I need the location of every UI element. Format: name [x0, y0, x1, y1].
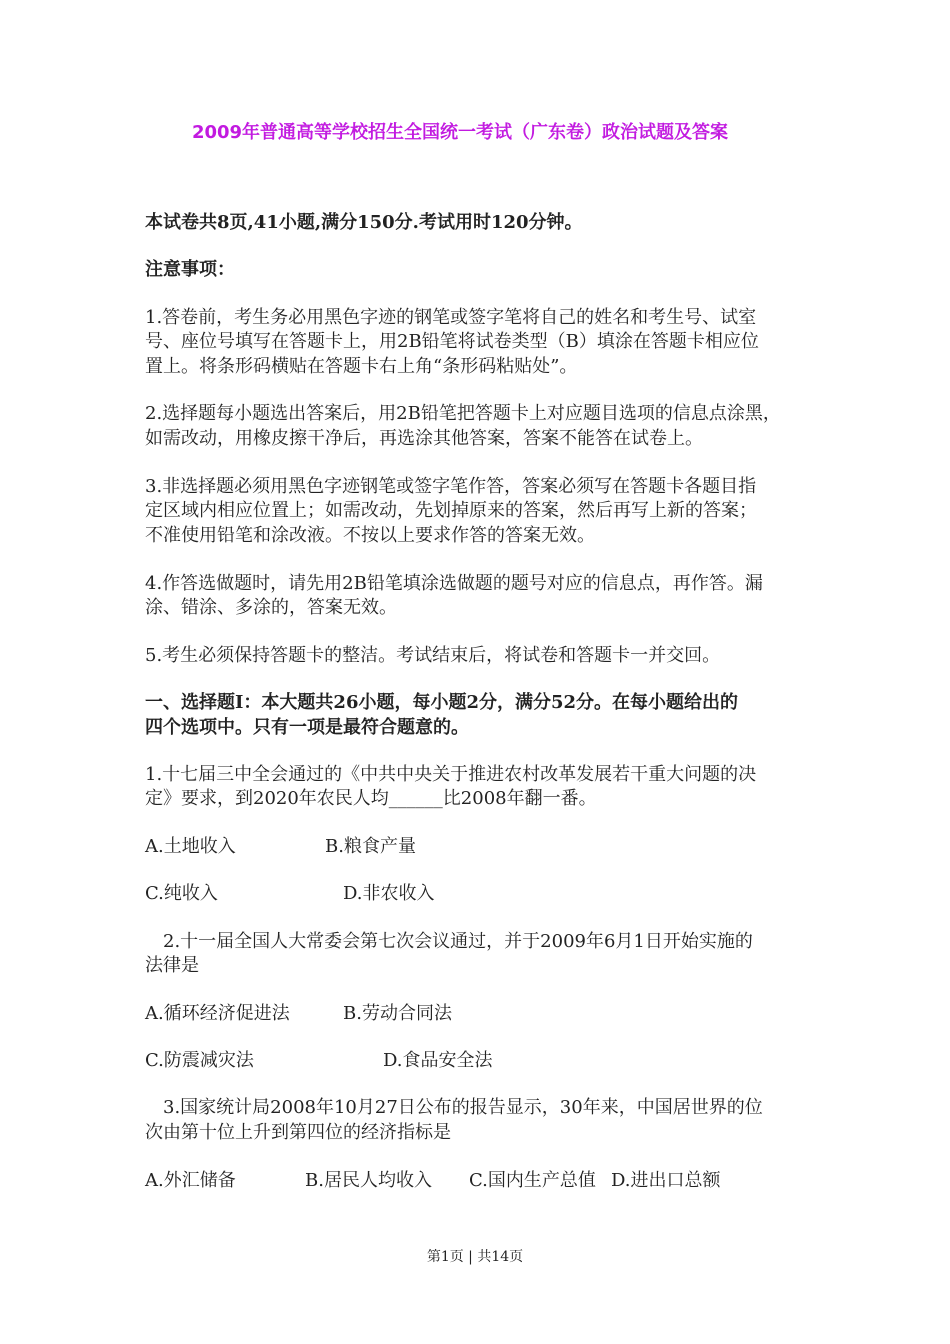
notice-2-line: 如需改动，用橡皮擦干净后，再选涂其他答案，答案不能答在试卷上。 [145, 428, 703, 449]
section-heading: 四个选项中。只有一项是最符合题意的。 [145, 717, 469, 738]
question-1-stem: 定》要求，到2020年农民人均______比2008年翻一番。 [145, 788, 597, 809]
document-title: 2009年普通高等学校招生全国统一考试（广东卷）政治试题及答案 [191, 122, 729, 143]
exam-intro: 本试卷共8页,41小题,满分150分.考试用时120分钟。 [145, 212, 583, 233]
notice-5-line: 5.考生必须保持答题卡的整洁。考试结束后，将试卷和答题卡一并交回。 [145, 645, 721, 666]
question-3-stem: 3.国家统计局2008年10月27日公布的报告显示，30年来，中国居世界的位 [163, 1097, 763, 1118]
notice-heading: 注意事项： [145, 259, 235, 280]
question-2-option-a: A.循环经济促进法 [145, 1003, 290, 1024]
question-3-option-b: B.居民人均收入 [305, 1170, 432, 1191]
question-3-option-d: D.进出口总额 [611, 1170, 721, 1191]
notice-4-line: 涂、错涂、多涂的，答案无效。 [145, 597, 397, 618]
question-1-option-c: C.纯收入 [145, 883, 218, 904]
notice-1-line: 1.答卷前，考生务必用黑色字迹的钢笔或签字笔将自己的姓名和考生号、试室 [145, 307, 757, 328]
section-heading: 一、选择题Ⅰ：本大题共26小题，每小题2分，满分52分。在每小题给出的 [145, 692, 739, 713]
question-1-stem: 1.十七届三中全会通过的《中共中央关于推进农村改革发展若干重大问题的决 [145, 764, 757, 785]
question-2-option-b: B.劳动合同法 [343, 1003, 452, 1024]
question-2-stem: 2.十一届全国人大常委会第七次会议通过，并于2009年6月1日开始实施的 [163, 931, 753, 952]
question-3-option-c: C.国内生产总值 [469, 1170, 596, 1191]
question-2-stem: 法律是 [145, 955, 199, 976]
notice-1-line: 号、座位号填写在答题卡上，用2B铅笔将试卷类型（B）填涂在答题卡相应位 [145, 331, 759, 352]
page-footer: 第1页 | 共14页 [426, 1249, 524, 1265]
notice-3-line: 3.非选择题必须用黑色字迹钢笔或签字笔作答，答案必须写在答题卡各题目指 [145, 476, 757, 497]
notice-2-line: 2.选择题每小题选出答案后，用2B铅笔把答题卡上对应题目选项的信息点涂黑， [145, 403, 781, 424]
question-3-stem: 次由第十位上升到第四位的经济指标是 [145, 1122, 451, 1143]
question-2-option-d: D.食品安全法 [383, 1050, 493, 1071]
question-1-option-b: B.粮食产量 [325, 836, 416, 857]
notice-1-line: 置上。将条形码横贴在答题卡右上角“条形码粘贴处”。 [145, 356, 578, 377]
question-1-option-a: A.土地收入 [145, 836, 236, 857]
question-1-option-d: D.非农收入 [343, 883, 435, 904]
notice-3-line: 定区域内相应位置上；如需改动，先划掉原来的答案，然后再写上新的答案； [145, 500, 757, 521]
notice-3-line: 不准使用铅笔和涂改液。不按以上要求作答的答案无效。 [145, 525, 595, 546]
notice-4-line: 4.作答选做题时，请先用2B铅笔填涂选做题的题号对应的信息点，再作答。漏 [145, 573, 763, 594]
question-2-option-c: C.防震减灾法 [145, 1050, 254, 1071]
question-3-option-a: A.外汇储备 [145, 1170, 236, 1191]
